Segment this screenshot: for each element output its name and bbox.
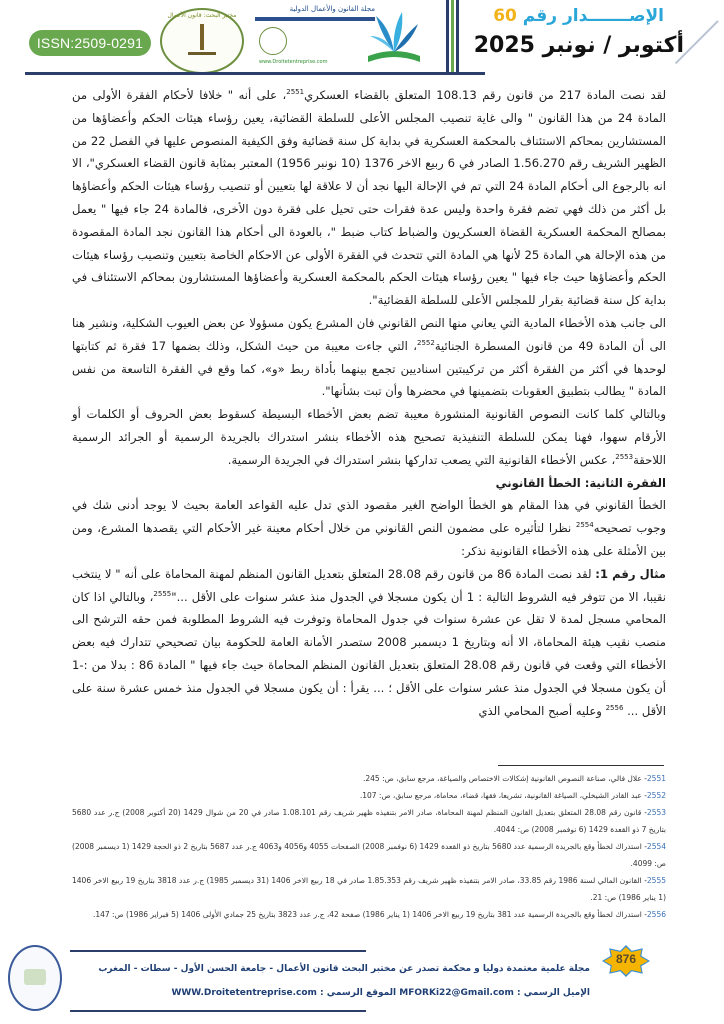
footer-journal-description: مجلة علمية معتمدة دوليا و محكمة تصدر عن مختبر البحث قانون الأعمال - جامعة الحسن الأول - سطات - المغرب xyxy=(98,964,590,974)
footnote-number[interactable]: 2555 xyxy=(646,876,666,885)
footnote-number[interactable]: 2552 xyxy=(646,791,666,800)
mini-seal-icon xyxy=(259,27,287,55)
open-book-icon xyxy=(362,6,426,70)
page-number-badge xyxy=(604,947,648,975)
journal-logo xyxy=(255,5,375,67)
footnote-ref[interactable]: 2553 xyxy=(615,452,634,461)
header-rule xyxy=(25,72,485,75)
footnote-number[interactable]: 2553 xyxy=(646,808,667,817)
page-header xyxy=(0,0,724,80)
page-number: 876 xyxy=(615,952,637,966)
paragraph: الى جانب هذه الأخطاء المادية التي يعاني منها النص القانوني فان المشرع يكون مسؤولا عن بعض العيوب الشكلية، ونشير هنا الى أن المادة 49 من قانون المسطرة الجنائية$^{2552}$، التي جاءت معيبة من حيث الشكل، وذلك بضمها 17 فقرة ثم كتابتها لوحدها في أكثر من الفقرة أكثر من تركيبتين اسناديين تجمع بينهما بأداة ربط «و»، كما وقع في الفقرة التاسعة من نفس المادة " يطالب بتطبيق العقوبات بتضمينها في محضرها وأن تبت بشأنها". xyxy=(72,315,666,399)
footnote-number[interactable]: 2551 xyxy=(646,774,666,783)
example-label: مثال رقم 1: xyxy=(595,566,666,581)
issue-title xyxy=(493,6,664,26)
paragraph: وبالتالي كلما كانت النصوص القانونية المنشورة معيبة تضم بعض الأخطاء البسيطة كسقوط بعض الحروف أو الكلمات أو الأرقام سهوا، فهنا يمكن للسلطة التنفيذية تصحيح هذه الأخطاء بنشر استدراك بالجريدة الرسمية أو الجرائد الرسمية اللاحقة$^{2553}$، عكس الأخطاء القانونية التي يصعب تداركها بنشر استدراك في الجريدة الرسمية. xyxy=(72,407,666,467)
lab-logo-text: مختبر البحث: قانون الأعمال xyxy=(167,12,237,19)
paragraph: لقد نصت المادة 217 من قانون رقم 108.13 المتعلق بالقضاء العسكري$^{2551}$، على أنه " خلافا لأحكام الفقرة الأولى من المادة 24 من هذا القانون " والى غاية تنصيب المجلس الأعلى للسلطة القضائية، يعين رؤساء هيئات الحكم وأعضاؤها من المستشارين بمحاكم الاستئناف بالمحكمة العسكرية في بداية كل سنة قضائية وفق الكيفية المنصوص عليها في الفصل 22 من الظهير الشريف رقم 1.56.270 الصادر في 6 ربيع الاخر 1376 (10 نونبر 1956) المعتبر بمثابة قانون القضاء العسكري"، الا انه بالرجوع الى أحكام المادة 24 التي تم في الإحالة اليها نجد أن لا علاقة لها بتعيين أو تنصيب رؤساء هيئات الحكم وأعضاؤها بل أكثر من ذلك فهي تضم فقرة واحدة وليس عدة فقرات حتى تحيل على فقرة دون الأخرى، فالمادة 24 جاء فيها " يعمل بمصالح المحكمة العسكرية القضاة العسكريون والضباط كتاب ضبط "، بالعودة الى أحكام هذا القانون نجد المادة المقصودة من هذه الإحالة هي المادة 25 لأنها هي المادة التي تتحدث في الفقرة الأولى عن الاحكام الخاصة بتعيين وتنصيب رؤساء هيئات الحكم وأعضاؤها حيث جاء فيها " يعين رؤساء هيئات الحكم بالمحكمة العسكرية وأعضاؤها المستشارون بمحاكم الاستئناف في بداية كل سنة قضائية بقرار للمجلس الأعلى للسلطة القضائية". xyxy=(72,88,667,308)
footnote-ref[interactable]: 2551 xyxy=(286,88,305,97)
issn-badge: ISSN:2509-0291 xyxy=(29,30,151,56)
footnote-item: 2555- القانون المالي لسنة 1986 رقم 33.85، صادر الامر بتنفيذه ظهير شريف رقم 1.85.353 صادر في 18 ربيع الاخر 1406 (31 ديسمبر 1985) ج.ر عدد 3818 بتاريخ 19 ربيع الاخر 1406 (1 يناير 1986) ص: 21. xyxy=(72,876,666,902)
lab-logo xyxy=(160,8,244,74)
footer-rule-top xyxy=(70,950,366,952)
footnotes xyxy=(72,770,666,923)
footnote-item: 2553- قانون رقم 28.08 المتعلق بتعديل القانون المنظم لمهنة المحاماة، صادر الامر بتنفيذه ظهير شريف رقم 1.08.101 صادر في 20 من شوال 1429 (20 أكتوبر 2008) ج.ر عدد 5680 بتاريخ 7 ذو القعدة 1429 (6 نوفمبر 2008) ص: 4044. xyxy=(72,808,667,834)
example-paragraph: مثال رقم 1: لقد نصت المادة 86 من قانون رقم 28.08 المتعلق بتعديل القانون المنظم لمهنة المحاماة على أنه " لا ينتخب نقيبا، الا من تتوفر فيه الشروط التالية : 1 أن يكون مسجلا في الجدول منذ عشر سنوات على الأقل ..."$^{2555}$، وبالتالي اذا كان المحامي مسجل لمدة لا تقل عن عشرة سنوات في جدول المحاماة وتوفرت فيه الشروط المطلوبة فمن حقه الترشح الى منصب نقيب هيئة المحاماة، الا أنه وبتاريخ 1 ديسمبر 2008 ستصدر الأمانة العامة للحكومة بيان تصحيحي تتدارك فيه بعض الأخطاء التي وقعت في قانون رقم 28.08 المتعلق بتعديل القانون المنظم المحاماة حيث جاء فيها " المادة 86 : بدلا من :-1 أن يكون مسجلا في الجدول منذ عشر سنوات على الأقل ؛ ... يقرأ : أن يكون مسجلا في الجدول منذ خمس عشرة سنة على الأقل ... $^{2556}$ وعليه أصبح المحامي الذي xyxy=(72,566,666,718)
footer-rule-bottom xyxy=(70,1010,366,1012)
issue-date: أكتوبر / نونبر 2025 xyxy=(473,33,684,58)
footnote-ref[interactable]: 2554 xyxy=(575,521,594,530)
header-divider xyxy=(446,0,460,72)
footnote-item: 2554- استدراك لخطأ وقع بالجريدة الرسمية عدد 5680 بتاريخ ذو القعدة 1429 (6 نوفمبر 2008) الصفحات 4055 و4056 و4063 ج.ر عدد 5687 بتاريخ 2 ذو الحجة 1429 (1 ديسمبر 2008) ص: 4099. xyxy=(72,842,667,868)
issue-label: الإصـــــــدار رقم xyxy=(522,6,664,26)
section-heading: الفقرة الثانية: الخطأ القانوني xyxy=(495,475,666,490)
footnote-item: 2556- استدراك لخطأ وقع بالجريدة الرسمية عدد 381 بتاريخ 19 ربيع الاخر 1406 (1 يناير 1986) صفحة 42، ج.ر عدد 3823 بتاريخ 25 جمادي الأولى 1406 (5 فبراير 1986) ص: 147. xyxy=(92,910,666,919)
journal-logo-title: مجلة القانون والأعمال الدولية xyxy=(289,5,375,13)
footnote-number[interactable]: 2556 xyxy=(646,910,666,919)
page-footer xyxy=(0,935,724,1024)
journal-logo-bar xyxy=(255,17,375,21)
article-body xyxy=(72,84,666,722)
journal-logo-url: www.Droitetentreprise.com xyxy=(259,59,328,65)
issue-number: 60 xyxy=(493,6,517,26)
footnote-ref[interactable]: 2552 xyxy=(416,338,435,347)
footnote-item: 2552- عبد القادر الشيخلي، الصياغة القانونية، تشريعا، فقها، قضاء، محاماة، مرجع سابق، ص: 107. xyxy=(359,791,666,800)
footnote-ref[interactable]: 2556 xyxy=(605,703,624,712)
footer-seal-logo xyxy=(8,945,62,1011)
scales-of-justice-icon xyxy=(188,30,216,55)
footer-contact[interactable]: الإميل الرسمي : MFORKi22@Gmail.com الموقع الرسمي : WWW.Droitetentreprise.com xyxy=(171,988,590,998)
paragraph: الخطأ القانوني في هذا المقام هو الخطأ الواضح الغير مقصود الذي تدل عليه القواعد العامة بحيث لا يوجد أدنى شك في وجوب تصحيحه$^{2554}$ نظرا لتأثيره على مضمون النص القانوني من خلال أحكام معينة غير الأحكام التي يقصدها المشرع، ومن بين الأمثلة على هذه الأخطاء القانونية نذكر: xyxy=(72,498,666,558)
footnote-separator xyxy=(498,765,664,766)
footnote-item: 2551- علال فالي، صناعة النصوص القانونية إشكالات الاختصاص والصياغة، مرجع سابق، ص: 245. xyxy=(363,774,666,783)
footnote-number[interactable]: 2554 xyxy=(646,842,667,851)
seal-emblem-icon xyxy=(24,969,46,985)
footnote-ref[interactable]: 2555 xyxy=(153,589,172,598)
